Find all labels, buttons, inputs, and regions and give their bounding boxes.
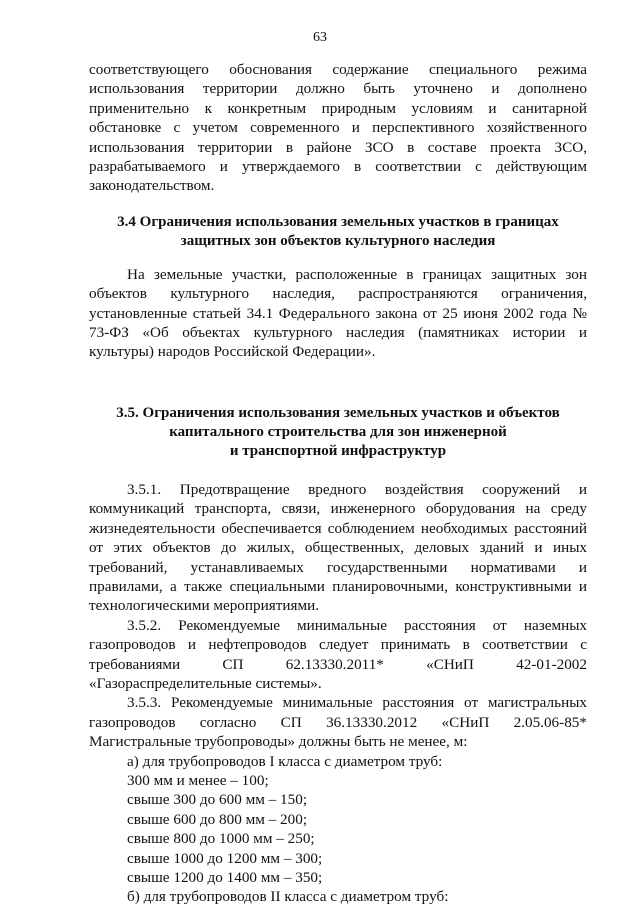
document-body xyxy=(89,60,587,907)
list-item: свыше 800 до 1000 мм – 250; xyxy=(127,830,315,848)
list-item: а) для трубопроводов I класса с диаметром труб: xyxy=(127,752,443,770)
section-3-5-heading-line-1: 3.5. Ограничения использования земельных участков и объектов xyxy=(116,404,560,421)
spacer xyxy=(89,461,587,480)
spacer xyxy=(89,362,587,404)
section-3-4-heading-line-1: 3.4 Ограничения использования земельных участков в границах xyxy=(117,213,559,230)
spacer xyxy=(89,251,587,265)
section-3-4-heading xyxy=(89,213,587,251)
list-item: свыше 600 до 800 мм – 200; xyxy=(127,810,308,828)
list-item: 300 мм и менее – 100; xyxy=(127,771,269,789)
paragraph-3-5-1: 3.5.1. Предотвращение вредного воздействия сооружений и коммуникаций транспорта, связи, инженерного оборудования на среду жизнедеятельности обеспечивается соблюдением необходимых расстояний от этих объектов до жилых, общественных, деловых зданий и иных требований, устанавливаемых государственными нормативами и правилами, а также специальными планировочными, конструктивными и технологическими мероприятиями. xyxy=(89,480,587,615)
section-3-5-heading xyxy=(89,404,587,461)
list-item: свыше 300 до 600 мм – 150; xyxy=(127,791,308,809)
paragraph-3-5-3: 3.5.3. Рекомендуемые минимальные расстояния от магистральных газопроводов согласно СП 36.13330.2012 «СНиП 2.05.06-85* Магистральные трубопроводы» должны быть не менее, м: xyxy=(89,694,587,751)
paragraph-3-5-2: 3.5.2. Рекомендуемые минимальные расстояния от наземных газопроводов и нефтепроводов следует принимать в соответствии с требованиями СП 62.13330.2011* «СНиП 42-01-2002 «Газораспределительные системы». xyxy=(89,616,587,692)
pipeline-distance-list xyxy=(89,752,587,907)
intro-paragraph: соответствующего обоснования содержание специального режима использования территории должно быть уточнено и дополнено применительно к конкретным природным условиям и санитарной обстановке с учетом современного и перспективного хозяйственного использования территории в районе ЗСО в составе проекта ЗСО, разрабатываемого и утверждаемого в соответствии с действующим законодательством. xyxy=(89,61,587,195)
section-3-5-heading-line-3: и транспортной инфраструктур xyxy=(229,442,447,459)
list-item: б) для трубопроводов II класса с диаметром труб: xyxy=(127,888,449,906)
section-3-4-paragraph: На земельные участки, расположенные в границах защитных зон объектов культурного наследия, распространяются ограничения, установленные статьей 34.1 Федерального закона от 25 июня 2002 года № 73-ФЗ «Об объектах культурного наследия (памятниках истории и культуры) народов Российской Федерации». xyxy=(89,265,587,361)
list-item: свыше 1200 до 1400 мм – 350; xyxy=(127,869,323,886)
spacer xyxy=(89,196,587,213)
page-number: 63 xyxy=(313,30,327,45)
list-item: свыше 1000 до 1200 мм – 300; xyxy=(127,849,323,867)
section-3-4-heading-line-2: защитных зон объектов культурного наследия xyxy=(180,232,496,249)
section-3-5-heading-line-2: капитального строительства для зон инженерной xyxy=(169,423,507,440)
